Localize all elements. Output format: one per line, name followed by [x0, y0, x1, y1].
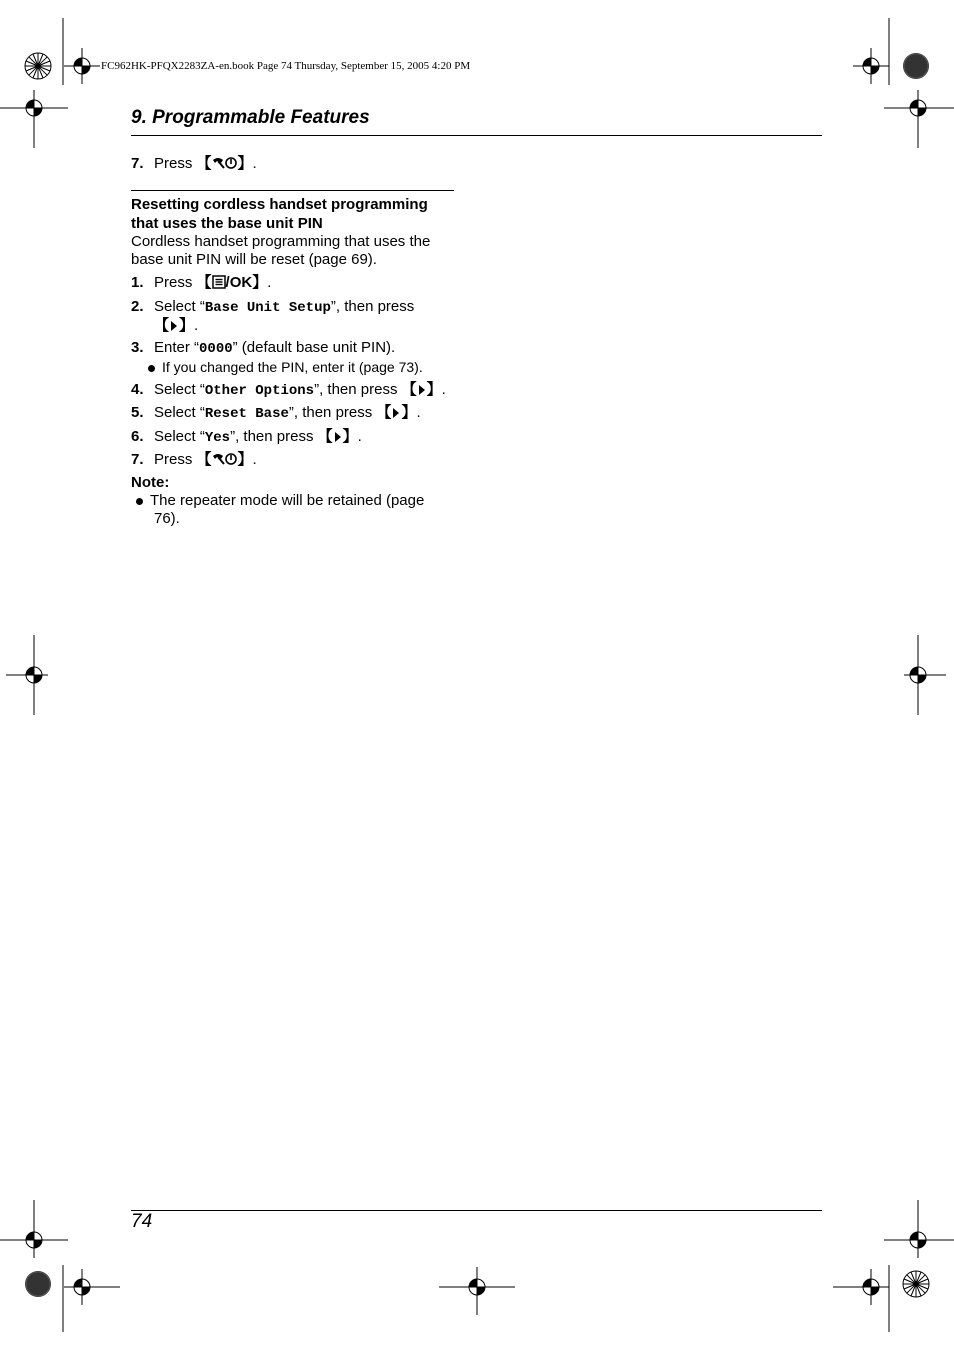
step-text: Press [154, 451, 197, 468]
step-text: Select “ [154, 381, 205, 398]
step-suffix: ”, then press [330, 298, 415, 315]
right-key: 【 】 [401, 381, 442, 398]
step-number: 7. [131, 155, 144, 172]
menu-code: Base Unit Setup [204, 300, 331, 316]
menu-ok-label: /OK [225, 274, 253, 291]
reset-heading-line1: Resetting cordless handset programming [131, 196, 428, 213]
menu-code: Reset Base [204, 406, 289, 422]
right-key: 【 】 [376, 404, 417, 421]
menu-code: Yes [204, 430, 231, 446]
off-key: 【 】 [196, 451, 253, 468]
right-key: 【 】 [154, 317, 195, 334]
reset-heading-line2: that uses the base unit PIN [131, 215, 323, 232]
step-suffix: . [252, 451, 257, 468]
step-text: Press [154, 155, 197, 172]
step-text: Enter “ [154, 339, 200, 356]
step-number: 1. [131, 274, 144, 291]
section-title: 9. Programmable Features [131, 107, 370, 128]
sub-bullet-text: If you changed the PIN, enter it (page 73). [162, 359, 423, 375]
step-number: 3. [131, 339, 144, 356]
right-key: 【 】 [317, 428, 358, 445]
off-key: 【 】 [196, 155, 253, 172]
menu-code: Other Options [204, 383, 315, 399]
note-line1: The repeater mode will be retained (page [150, 492, 425, 509]
step-number: 7. [131, 451, 144, 468]
step-suffix: ”, then press [230, 428, 318, 445]
step-number: 5. [131, 404, 144, 421]
page-number: 74 [131, 1211, 153, 1232]
step-text: Select “ [154, 404, 205, 421]
step-text: Select “ [154, 298, 205, 315]
step-number: 6. [131, 428, 144, 445]
step-text: Press [154, 274, 197, 291]
crosshair-registration-icon [6, 48, 946, 1315]
menu-ok-key: 【 /OK】 [196, 274, 268, 291]
step-number: 4. [131, 381, 144, 398]
note-line2: 76). [154, 510, 180, 527]
step-number: 2. [131, 298, 144, 315]
note-label: Note: [131, 474, 170, 491]
reset-intro-line2: base unit PIN will be reset (page 69). [131, 251, 377, 268]
step-suffix: ”, then press [288, 404, 377, 421]
step-text: Select “ [154, 428, 205, 445]
step-suffix: . [267, 274, 272, 291]
step-suffix: ”, then press [314, 381, 402, 398]
print-header: FC962HK-PFQX2283ZA-en.book Page 74 Thursday, September 15, 2005 4:20 PM [101, 60, 471, 72]
reset-intro-line1: Cordless handset programming that uses the [131, 233, 431, 250]
pin-code: 0000 [199, 341, 233, 357]
corner-target-icon [25, 53, 929, 1297]
step-suffix: . [252, 155, 257, 172]
step-suffix: ” (default base unit PIN). [232, 339, 396, 356]
